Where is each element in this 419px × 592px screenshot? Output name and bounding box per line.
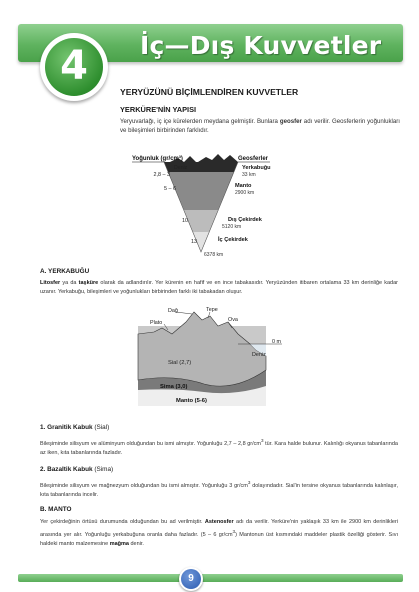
density-axis-label: Yoğunluk (gr/cm³) xyxy=(132,156,183,162)
section-b-text-c: ) Mantonun üst kısmındaki maddeler plastik özelliği gösterir. Sıvı haldeki manto malzemesine xyxy=(40,532,398,548)
section-b-title: B. MANTO xyxy=(40,506,72,513)
page-number: 9 xyxy=(181,569,201,589)
density-crust: 2,8 – 3 xyxy=(153,172,170,178)
layer-name-outer-core: Dış Çekirdek xyxy=(228,217,262,223)
section-a-text: ya da xyxy=(60,280,79,286)
chapter-title: İç—Dış Kuvvetler xyxy=(140,31,382,60)
label-hill: Tepe xyxy=(206,307,218,313)
section-title: YERYÜZÜNÜ BİÇİMLENDİREN KUVVETLER xyxy=(120,87,299,97)
section-a-term-litosfer: Litosfer xyxy=(40,280,61,286)
geospheres-label: Geosferler xyxy=(238,156,269,162)
sub1-paragraph xyxy=(40,436,398,458)
intro-bold-term: geosfer xyxy=(279,118,302,125)
layer-name-inner-core: İç Çekirdek xyxy=(218,237,248,243)
label-mountain: Dağ xyxy=(168,308,178,314)
sub1-text-a: Bileşiminde silisyum ve alüminyum olduğundan bu ismi almıştır. Yoğunluğu 2,7 – 2,8 gr/cm xyxy=(40,440,261,447)
section-b-text-a: Yer çekirdeğinin örtüsü durumunda olduğundan bu ad verilmiştir. xyxy=(40,519,205,525)
label-sial: Sial (2,7) xyxy=(168,360,192,366)
layer-depth-outer-core: 5120 km xyxy=(222,224,242,230)
label-zero: 0 m xyxy=(272,339,281,345)
label-mantle: Manto (5-6) xyxy=(176,398,207,404)
sub1-title-paren: (Sial) xyxy=(92,424,110,431)
section-a-paragraph xyxy=(40,279,398,298)
sub2-superscript: 3 xyxy=(247,480,251,485)
earth-layers-diagram xyxy=(118,150,318,265)
sub2-text-a: Bileşiminde silisyum ve mağnezyum olduğundan bu ismi almıştır. Yoğunluğu 3 gr/cm xyxy=(40,482,248,489)
section-b-superscript: 3 xyxy=(232,529,236,535)
sub2-title xyxy=(40,466,113,473)
label-plateau: Plato xyxy=(150,320,163,326)
layer-name-crust: Yerkabuğu xyxy=(242,165,271,171)
label-sima: Sima (3,0) xyxy=(160,384,188,390)
sub1-text-b: tür. Kara halde bulunur. Kalınlığı okyanus tabanlarında az iken, kıta tabanlarında fazladır. xyxy=(40,440,398,457)
mantle-layer xyxy=(168,172,234,210)
sub2-text-b: dolayındadır. Sial'in tersine okyanus tabanlarında kalınlaşır, kıta tabanlarında incelir. xyxy=(40,482,398,499)
layer-name-mantle: Manto xyxy=(235,183,252,189)
chapter-number: 4 xyxy=(60,43,88,89)
layer-depth-inner-core: 6378 km xyxy=(204,252,224,258)
sub2-title-main: 2. Bazaltik Kabuk xyxy=(40,466,93,473)
sea-label: Deniz xyxy=(174,165,188,171)
section-a-text-rest: olarak da adlandırılır. Yer kürenin en hafif ve en ince tabakasıdır. Yeryüzünden itibaren ortalama 33 km derinliğe kadar uzanır. Yerkabuğu, bileşimleri ve yoğunlukları birbirinden farklı iki tabakadan oluşur. xyxy=(40,280,399,296)
density-inner-core: 13 xyxy=(191,239,197,245)
sub2-paragraph xyxy=(40,478,398,500)
sub1-superscript: 3 xyxy=(261,438,264,443)
outer-core-layer xyxy=(184,210,218,232)
chapter-badge-circle xyxy=(45,38,103,96)
layer-depth-crust: 33 km xyxy=(242,172,256,178)
page-number-badge xyxy=(179,567,203,591)
density-mantle: 5 – 6 xyxy=(164,186,176,192)
section-b-term-magma: mağma xyxy=(109,541,129,548)
intro-paragraph: Yeryuvarlağı, iç içe kürelerden meydana gelmiştir. Bunlara geosfer adı verilir. Geosferlerin yoğunlukları ve bileşimleri birbirinden farklıdır. xyxy=(120,118,400,135)
section-a-title: A. YERKABUĞU xyxy=(40,268,90,275)
label-sea: Deniz xyxy=(252,352,266,358)
density-outer-core: 10 xyxy=(182,218,188,224)
layer-depth-mantle: 2900 km xyxy=(235,190,255,196)
section-b-text-d: denir. xyxy=(128,541,144,548)
sub1-title xyxy=(40,424,109,431)
section-b-text-b: adı da verilir. Yerküre'nin yaklaşık 33 km ile 2900 km derinlikleri arasında yer alır. Yoğunluğu yerkabuğuna oranla daha fazladır. (5 – 6 gr/cm xyxy=(40,519,399,539)
chapter-number-badge xyxy=(40,33,108,101)
section-b-term-astenosfer: Astenosfer xyxy=(204,519,234,525)
footer-bar xyxy=(18,574,403,582)
sub1-title-main: 1. Granitik Kabuk xyxy=(40,424,93,431)
section-b-paragraph xyxy=(40,518,398,550)
label-plain: Ova xyxy=(228,317,238,323)
section-a-term-taskure: taşküre xyxy=(78,280,99,286)
subsection-title: YERKÜRE'NİN YAPISI xyxy=(120,105,197,114)
sub2-title-paren: (Sima) xyxy=(92,466,114,473)
crust-cross-section-diagram xyxy=(124,304,292,412)
